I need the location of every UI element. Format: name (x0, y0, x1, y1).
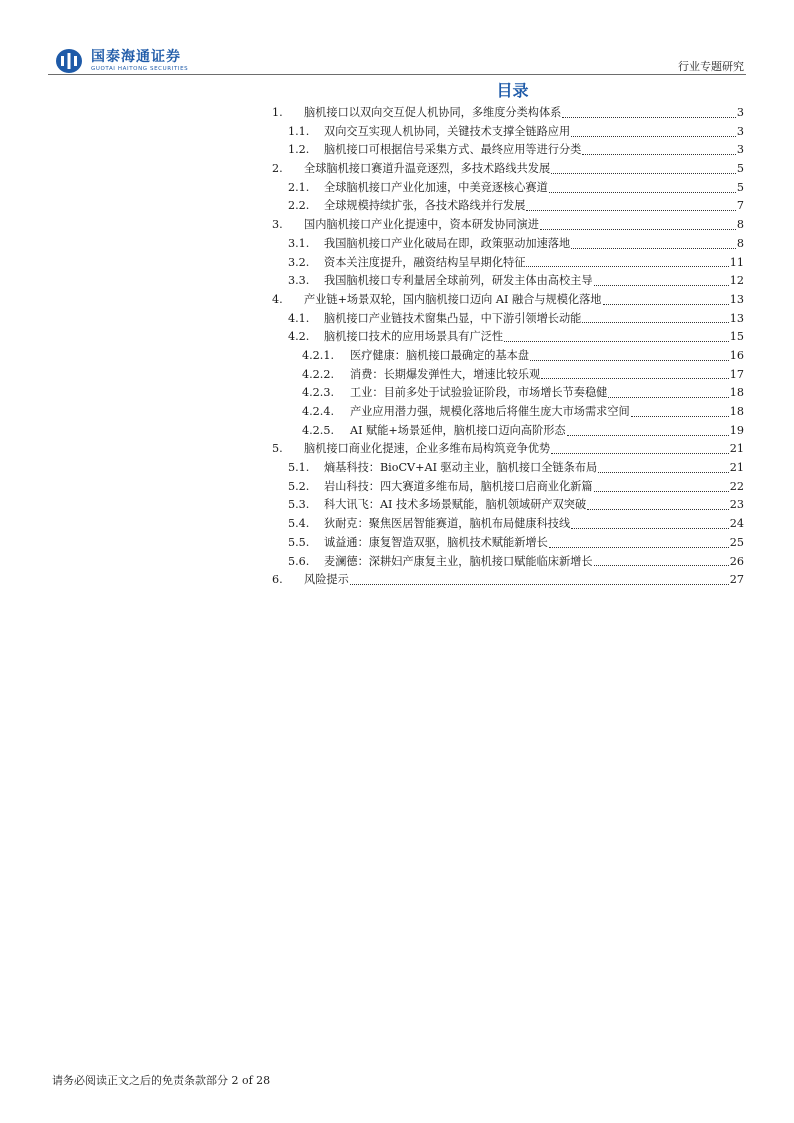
toc-entry-number: 4.2. (288, 330, 310, 344)
toc-entry-title: 脑机接口以双向交互促人机协同，多维度分类构体系 (304, 106, 562, 119)
toc-entry-page: 17 (729, 367, 744, 381)
toc-entry-page: 18 (729, 405, 744, 418)
toc-entry-title: 诚益通：康复智造双驱，脑机技术赋能新增长 (324, 535, 548, 549)
toc-entry[interactable] (272, 197, 744, 216)
toc-entry-title: 岩山科技：四大赛道多维布局，脑机接口启商业化新篇 (324, 479, 593, 493)
toc-entry-number: 5.3. (288, 498, 310, 512)
toc-entry-title: 全球规模持续扩张，各技术路线并行发展 (324, 199, 526, 213)
toc-dot-leader (631, 416, 729, 417)
toc-entry[interactable] (272, 216, 744, 235)
toc-entry-number: 2.1. (288, 180, 310, 194)
toc-entry-number: 5.1. (288, 461, 310, 475)
toc-entry-title: 熵基科技：BioCV+AI 驱动主业，脑机接口全链条布局 (324, 461, 598, 475)
toc-entry[interactable] (272, 459, 744, 478)
toc-entry-page: 8 (736, 218, 744, 232)
toc-entry-title: 国内脑机接口产业化提速中，资本研发协同演进 (304, 218, 539, 232)
page-footer: 请务必阅读正文之后的免责条款部分 2 of 28 (52, 1074, 271, 1087)
toc-entry[interactable] (272, 272, 744, 291)
toc-entry-title: 脑机接口产业链技术窗集凸显，中下游引领增长动能 (324, 311, 582, 325)
toc-entry-page: 19 (729, 423, 744, 437)
toc-entry-page: 5 (736, 180, 744, 194)
toc-entry-title: 医疗健康：脑机接口最确定的基本盘 (350, 348, 530, 362)
toc-entry-title: 科大讯飞：AI 技术多场景赋能，脑机领域研产双突破 (324, 498, 587, 512)
toc-dot-leader (504, 341, 729, 342)
toc-entry-number: 3.1. (288, 236, 310, 250)
toc-entry-page: 13 (729, 311, 744, 325)
toc-dot-leader (582, 154, 736, 155)
toc-entry-number: 4.1. (288, 311, 310, 325)
toc-dot-leader (571, 528, 729, 529)
toc-entry-number: 4.2.3. (302, 386, 335, 400)
toc-entry[interactable] (272, 440, 744, 459)
toc-entry[interactable] (272, 179, 744, 198)
toc-dot-leader (530, 360, 729, 361)
toc-entry-number: 5.2. (288, 479, 310, 493)
toc-entry-page: 25 (729, 535, 744, 549)
toc-entry-page: 23 (729, 498, 744, 512)
toc-entry-page: 12 (729, 274, 744, 288)
toc-entry[interactable] (272, 254, 744, 273)
toc-dot-leader (526, 266, 728, 267)
toc-entry-page: 15 (729, 330, 744, 344)
toc-dot-leader (587, 509, 729, 510)
toc-dot-leader (567, 435, 729, 436)
toc-entry-page: 7 (736, 199, 744, 213)
header-divider (48, 74, 746, 75)
toc-entry-number: 5.6. (288, 554, 310, 568)
toc-entry-number: 4.2.5. (302, 423, 335, 437)
toc-entry-title: 全球脑机接口赛道升温竞逐烈，多技术路线共发展 (304, 162, 551, 176)
report-category: 行业专题研究 (678, 60, 744, 73)
toc-entry-title: 消费：长期爆发弹性大，增速比较乐观 (350, 367, 541, 381)
toc-entry-title: 全球脑机接口产业化加速，中美竞逐核心赛道 (324, 180, 548, 194)
toc-entry-title: 脑机接口技术的应用场景具有广泛性 (324, 330, 504, 344)
toc-entry[interactable] (272, 104, 744, 123)
toc-entry[interactable] (272, 291, 744, 310)
toc-entry-title: 麦澜德：深耕妇产康复主业，脑机接口赋能临床新增长 (324, 554, 593, 568)
toc-entry-title: 产业链+场景双轮，国内脑机接口迈向 AI 融合与规模化落地 (304, 292, 602, 306)
toc-dot-leader (549, 547, 729, 548)
toc-entry[interactable] (272, 515, 744, 534)
toc-entry-number: 1.2. (288, 143, 310, 157)
toc-dot-leader (594, 285, 729, 286)
toc-entry[interactable] (272, 347, 744, 366)
toc-entry-title: 产业应用潜力强，规模化落地后将催生庞大市场需求空间 (350, 405, 630, 418)
toc-entry-title: 我国脑机接口产业化破局在即，政策驱动加速落地 (324, 236, 571, 250)
toc-dot-leader (350, 584, 729, 585)
toc-entry-title: 工业：目前多处于试验验证阶段，市场增长节奏稳健 (350, 386, 608, 400)
toc-entry-page: 16 (729, 348, 744, 362)
toc-entry-page: 13 (729, 292, 744, 306)
toc-entry[interactable] (272, 478, 744, 497)
toc-dot-leader (608, 397, 728, 398)
toc-entry-page: 22 (729, 479, 744, 493)
toc-dot-leader (562, 117, 736, 118)
toc-entry[interactable] (272, 553, 744, 572)
company-logo (55, 48, 188, 74)
toc-entry-number: 1.1. (288, 124, 310, 138)
toc-entry-number: 4.2.1. (302, 348, 335, 362)
toc-dot-leader (541, 378, 729, 379)
toc-entry-number: 1. (272, 106, 283, 119)
toc-entry-page: 26 (729, 554, 744, 568)
toc-entry-page: 21 (729, 442, 744, 456)
toc-entry-number: 3. (272, 218, 283, 232)
logo-mark-icon (55, 48, 83, 74)
toc-entry[interactable] (272, 422, 744, 441)
toc-entry[interactable] (272, 141, 744, 160)
toc-entry[interactable] (272, 328, 744, 347)
toc-entry[interactable] (272, 310, 744, 329)
toc-entry-number: 5.5. (288, 535, 310, 549)
toc-entry-title: AI 赋能+场景延伸，脑机接口迈向高阶形态 (350, 423, 566, 437)
toc-entry-page: 27 (729, 573, 744, 587)
toc-dot-leader (526, 210, 735, 211)
toc-entry-number: 4. (272, 292, 283, 306)
toc-entry-number: 3.2. (288, 255, 310, 269)
toc-entry-page: 11 (729, 255, 744, 269)
toc-entry-page: 3 (736, 143, 744, 157)
toc-dot-leader (582, 322, 728, 323)
toc-entry-title: 风险提示 (304, 573, 349, 587)
toc-dot-leader (594, 565, 729, 566)
toc-dot-leader (594, 491, 729, 492)
toc-entry[interactable] (272, 384, 744, 403)
toc-entry[interactable] (272, 403, 744, 422)
toc-entry-title: 脑机接口可根据信号采集方式、最终应用等进行分类 (324, 143, 582, 157)
toc-entry-title: 我国脑机接口专利量居全球前列，研发主体由高校主导 (324, 274, 593, 288)
toc-entry[interactable] (272, 571, 744, 590)
toc-entry-page: 3 (736, 106, 744, 119)
toc-dot-leader (571, 136, 736, 137)
toc-entry-number: 2. (272, 162, 283, 176)
toc-dot-leader (549, 192, 736, 193)
toc-entry-number: 5.4. (288, 517, 310, 531)
toc-dot-leader (551, 453, 729, 454)
toc-entry-page: 21 (729, 461, 744, 475)
toc-entry-page: 24 (729, 517, 744, 531)
toc-entry-page: 3 (736, 124, 744, 138)
toc-dot-leader (571, 248, 736, 249)
toc-entry-number: 4.2.4. (302, 405, 335, 418)
toc-entry-number: 5. (272, 442, 283, 456)
toc-entry-page: 5 (736, 162, 744, 176)
toc-entry-number: 2.2. (288, 199, 310, 213)
toc-entry-number: 4.2.2. (302, 367, 335, 381)
logo-text-cn: 国泰海通证券 (91, 48, 181, 65)
toc-entry-number: 6. (272, 573, 283, 587)
logo-text-en: GUOTAI HAITONG SECURITIES (91, 65, 189, 72)
toc-entry-title: 狄耐克：聚焦医居智能赛道，脑机布局健康科技线 (324, 517, 571, 531)
toc-entry[interactable] (272, 496, 744, 515)
toc-entry-number: 3.3. (288, 274, 310, 288)
toc-entry-title: 资本关注度提升，融资结构呈早期化特征 (324, 255, 526, 269)
toc-entry[interactable] (272, 235, 744, 254)
toc-entry-page: 8 (736, 236, 744, 250)
toc-entry[interactable] (272, 123, 744, 142)
toc-entry[interactable] (272, 160, 744, 179)
toc-dot-leader (598, 472, 729, 473)
toc-entry-page: 18 (729, 386, 744, 400)
toc-entry[interactable] (272, 366, 744, 385)
toc-dot-leader (540, 229, 736, 230)
toc-entry[interactable] (272, 534, 744, 553)
toc-dot-leader (603, 304, 729, 305)
toc-entry-title: 双向交互实现人机协同，关键技术支撑全链路应用 (324, 124, 571, 138)
toc-dot-leader (551, 173, 736, 174)
toc-title: 目录 (496, 81, 529, 100)
toc-entry-title: 脑机接口商业化提速，企业多维布局构筑竞争优势 (304, 442, 551, 456)
table-of-contents (272, 104, 744, 590)
